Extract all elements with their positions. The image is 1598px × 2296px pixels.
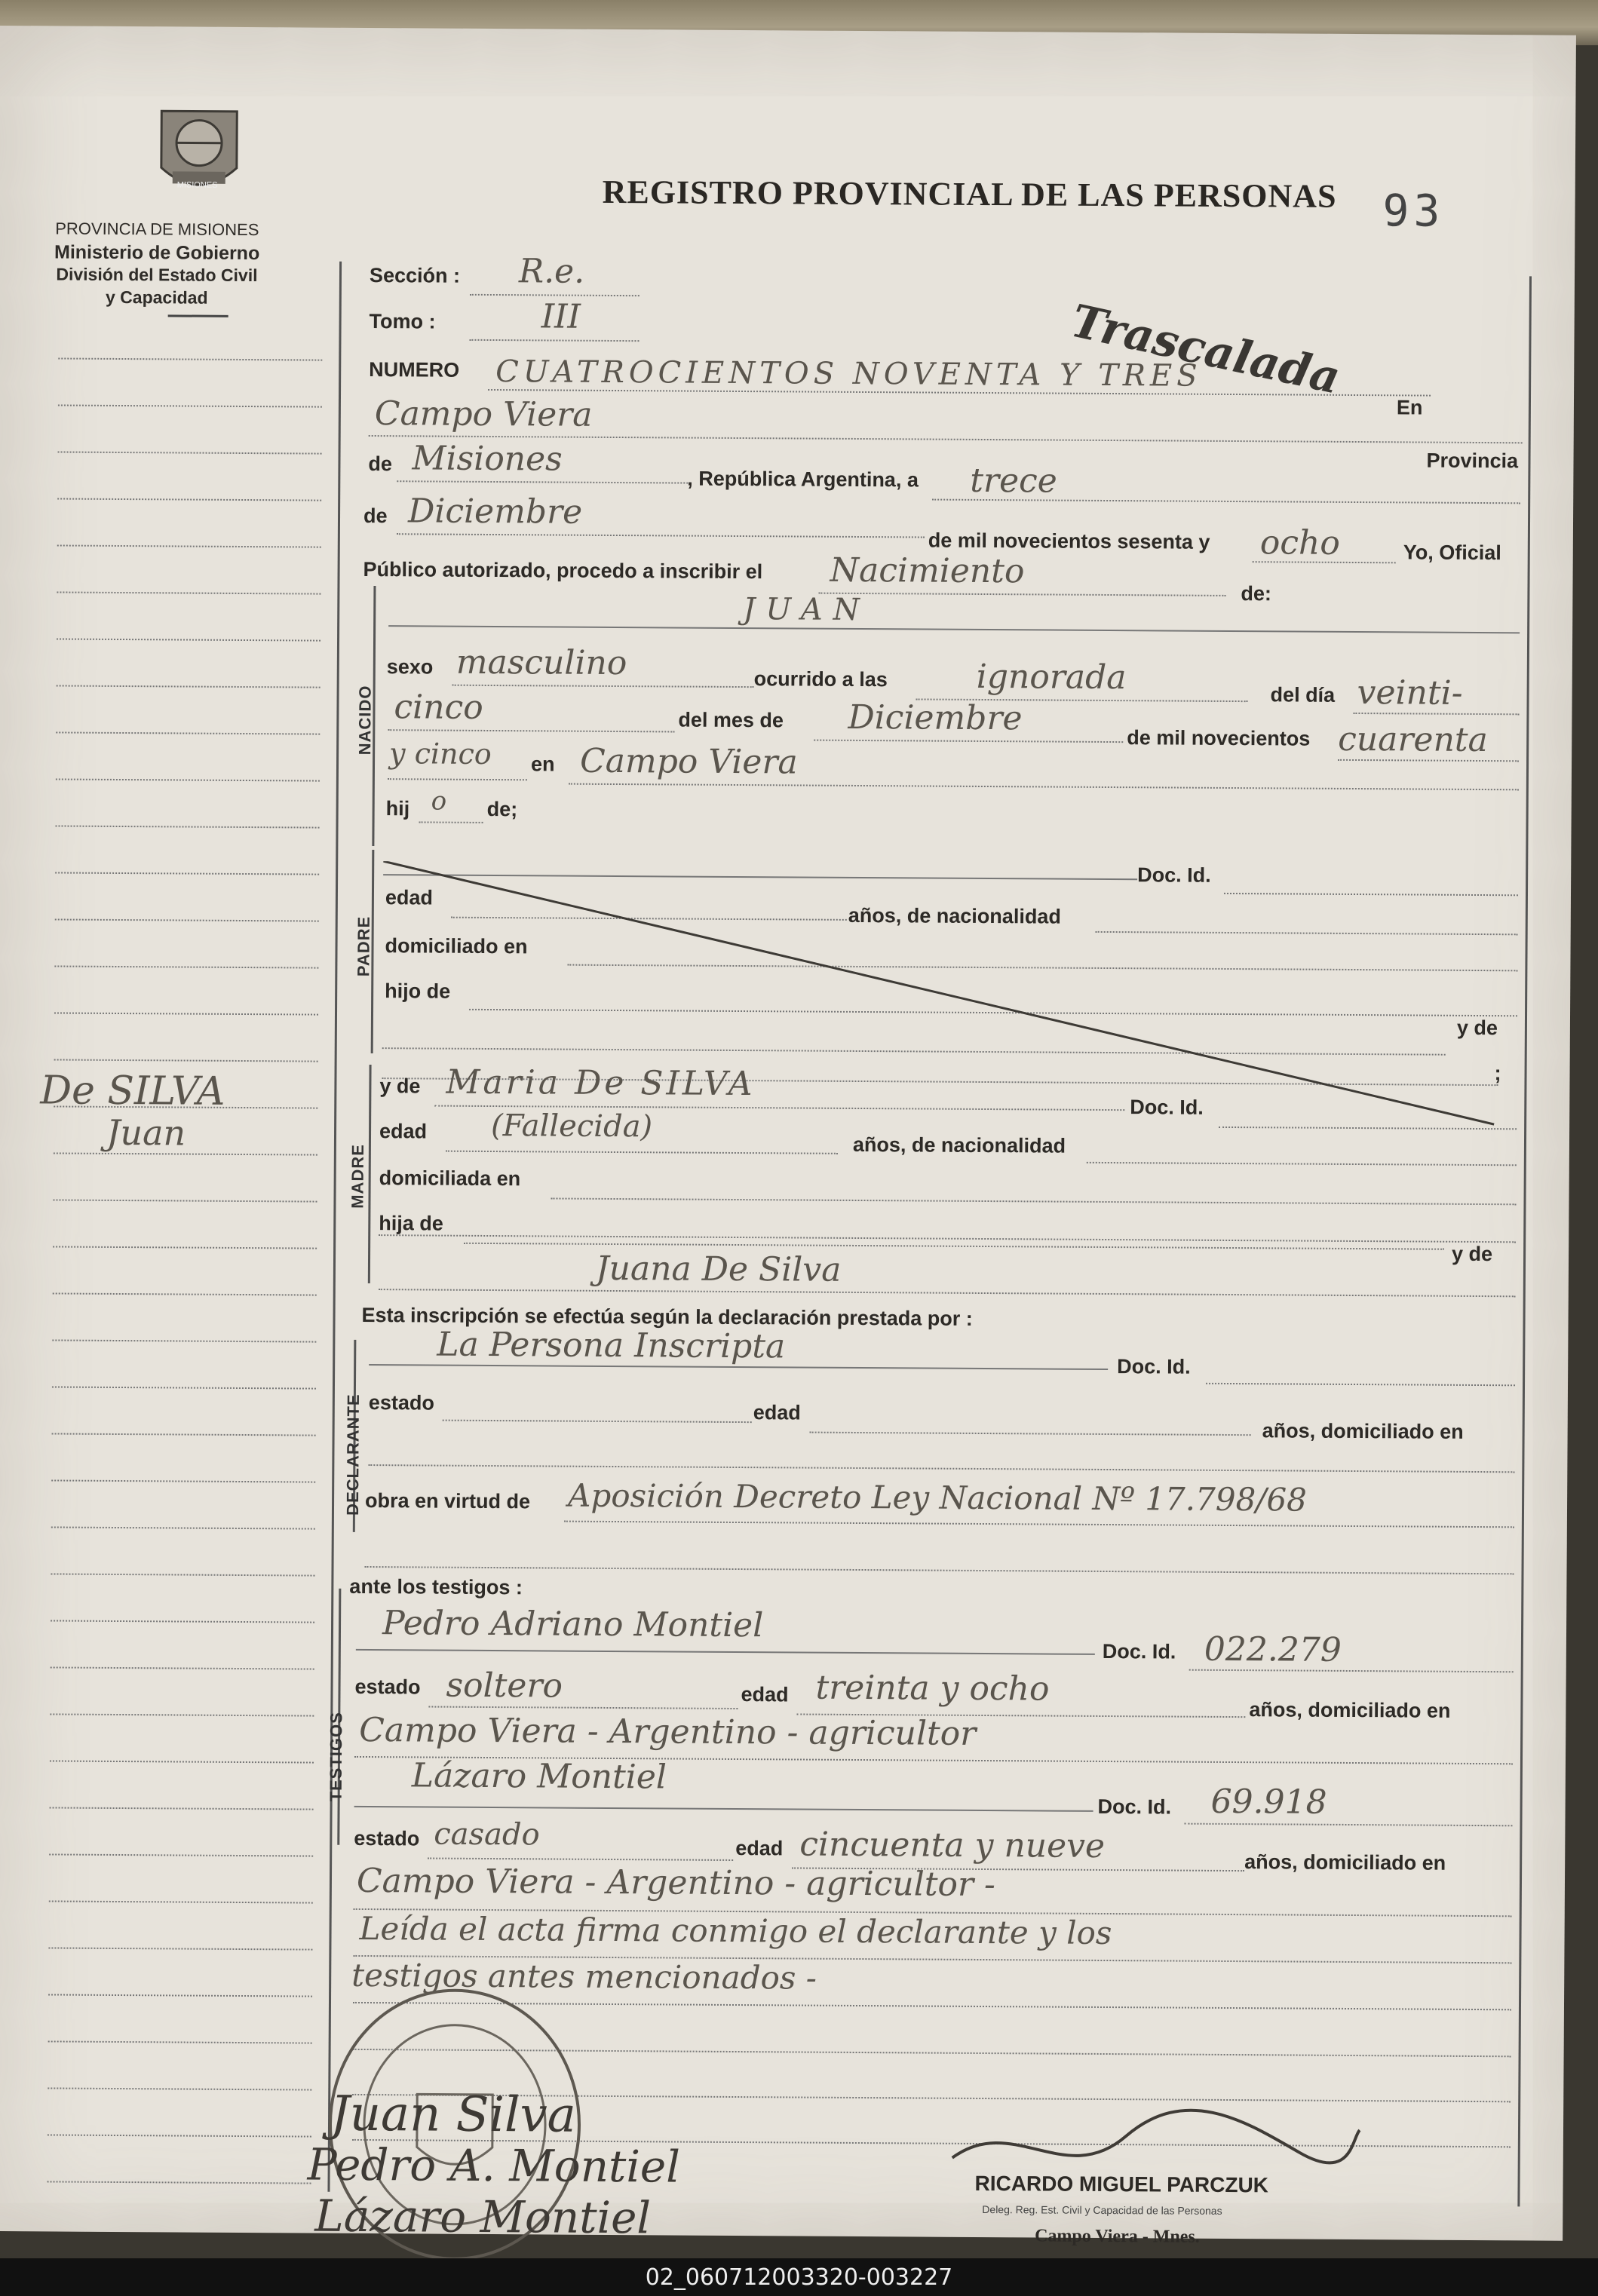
label-republica: , República Argentina, a <box>687 467 919 492</box>
label-estado-testigo2: estado <box>354 1826 420 1850</box>
line-seccion <box>470 294 640 296</box>
label-de-colon: de: <box>1241 582 1272 605</box>
line-dia-nac <box>1353 713 1519 715</box>
value-testigo1-doc: 022.279 <box>1204 1629 1342 1669</box>
label-provincia: Provincia <box>1426 449 1519 473</box>
margin-ruled-line <box>48 2181 311 2184</box>
value-sexo: masculino <box>455 642 627 683</box>
label-tomo: Tomo : <box>369 309 436 333</box>
margin-ruled-line <box>58 404 322 407</box>
line-nombre <box>388 625 1520 633</box>
label-edad-padre: edad <box>385 886 434 909</box>
section-bracket <box>368 1065 372 1283</box>
line-mes-nac <box>814 740 1123 743</box>
label-mil-nov: de mil novecientos <box>1127 726 1311 750</box>
label-anios-dom-declarante: años, domiciliado en <box>1262 1419 1464 1443</box>
label-de: de <box>368 452 393 476</box>
value-madre: Maria De SILVA <box>446 1062 756 1104</box>
margin-ruled-line <box>48 1994 312 1997</box>
line-hij <box>419 821 483 823</box>
line-estado-testigo2 <box>428 1858 733 1861</box>
margin-ruled-line <box>51 1620 314 1623</box>
margin-ruled-line <box>57 638 321 641</box>
value-dia: trece <box>970 461 1057 501</box>
value-testigo2-doc: 69.918 <box>1210 1782 1327 1822</box>
signature-testigo1: Pedro A. Montiel <box>307 2138 680 2193</box>
line-doc-testigo2 <box>1184 1823 1512 1827</box>
margin-ruled-line <box>50 1807 314 1810</box>
seal-label: MISIONES <box>176 180 218 190</box>
label-semicolon: ; <box>1494 1062 1501 1085</box>
line-edad-madre <box>446 1151 838 1154</box>
label-sexo: sexo <box>386 655 434 679</box>
margin-ruled-line <box>52 1386 316 1389</box>
label-yo-oficial: Yo, Oficial <box>1403 541 1501 565</box>
label-doc-declarante: Doc. Id. <box>1117 1355 1191 1378</box>
value-abuela: Juana De Silva <box>595 1249 842 1289</box>
diagonal-stamp-signature: Trascalada <box>1066 294 1345 405</box>
line-obra <box>564 1521 1514 1528</box>
label-anios-dom-testigo2: años, domiciliado en <box>1244 1850 1446 1875</box>
label-domiciliado-padre: domiciliado en <box>385 934 528 958</box>
label-hij: hij <box>385 797 410 820</box>
margin-ruled-line <box>52 1339 316 1342</box>
value-nota2: testigos antes mencionados - <box>351 1956 817 1997</box>
label-hija-de: hija de <box>379 1212 443 1235</box>
line-dom-madre2 <box>379 1234 1516 1243</box>
label-en: En <box>1396 396 1423 419</box>
label-anios-dom-testigo1: años, domiciliado en <box>1249 1698 1451 1722</box>
official-name: RICARDO MIGUEL PARCZUK <box>974 2171 1269 2197</box>
value-testigo1-estado: soltero <box>446 1666 563 1706</box>
line-anio-nac <box>1338 759 1519 762</box>
value-hora: ignorada <box>976 657 1127 697</box>
value-nota1: Leída el acta firma conmigo el declarante y los <box>359 1909 1112 1952</box>
label-anios-nac-padre: años, de nacionalidad <box>848 903 1061 928</box>
margin-ruled-line <box>49 1853 313 1856</box>
label-y-de-padre: y de <box>1456 1016 1498 1040</box>
value-madre-edad: (Fallecida) <box>490 1108 653 1145</box>
label-numero: NUMERO <box>369 357 460 382</box>
signature-testigo2: Lázaro Montiel <box>314 2190 652 2244</box>
label-doc-testigo1: Doc. Id. <box>1102 1639 1176 1663</box>
line-estado-declarante <box>443 1420 752 1424</box>
capacity-name: y Capacidad <box>105 287 208 308</box>
margin-ruled-line <box>52 1433 316 1436</box>
line-edad-declarante <box>810 1432 1251 1436</box>
margin-ruled-line <box>58 357 322 360</box>
value-testigo2-dom: Campo Viera - Argentino - agricultor - <box>356 1861 995 1905</box>
margin-ruled-line <box>51 1666 314 1669</box>
label-edad-testigo1: edad <box>741 1683 789 1706</box>
left-form-border <box>327 262 342 2192</box>
value-provincia: Misiones <box>412 439 563 479</box>
value-seccion: R.e. <box>518 252 585 291</box>
page-title: REGISTRO PROVINCIAL DE LAS PERSONAS <box>602 173 1337 215</box>
line-doc-declarante <box>1206 1383 1515 1387</box>
margin-ruled-line <box>51 1479 315 1482</box>
ministry-name: Ministerio de Gobierno <box>54 241 260 265</box>
division-name: División del Estado Civil <box>56 264 258 286</box>
label-del-dia: del día <box>1270 683 1336 707</box>
label-hijo-de: hijo de <box>385 979 451 1003</box>
line-doc-testigo1 <box>1189 1669 1514 1673</box>
header-underline <box>168 314 229 317</box>
value-testigo2: Lázaro Montiel <box>411 1756 667 1797</box>
value-numero: CUATROCIENTOS NOVENTA Y TRES <box>495 354 1202 394</box>
line-mes <box>397 533 925 538</box>
label-edad-testigo2: edad <box>735 1837 784 1860</box>
margin-ruled-line <box>56 731 320 734</box>
margin-ruled-line <box>53 1246 317 1249</box>
margin-ruled-line <box>54 1059 318 1062</box>
margin-ruled-line <box>57 591 321 594</box>
line-provincia <box>397 480 691 483</box>
margin-ruled-line <box>48 2040 312 2043</box>
margin-ruled-line <box>58 451 322 454</box>
archive-image-id: 02_060712003320-003227 <box>645 2264 953 2291</box>
value-testigo1-dom: Campo Viera - Argentino - agricultor <box>359 1710 977 1753</box>
line-nac-madre <box>1087 1162 1517 1166</box>
value-mes: Diciembre <box>407 492 583 532</box>
value-hij: o <box>431 786 447 817</box>
line-anio-nac2 <box>388 778 527 780</box>
side-label-madre: MADRE <box>348 1144 367 1209</box>
right-form-border <box>1517 276 1532 2206</box>
value-lugar: Campo Viera <box>374 394 593 434</box>
line-dom-declarante <box>368 1464 1514 1473</box>
label-de2: de <box>363 504 388 528</box>
margin-ruled-line <box>56 778 320 781</box>
value-testigo1-edad: treinta y ocho <box>815 1668 1050 1709</box>
margin-ruled-line <box>48 2134 311 2137</box>
line-acto <box>818 593 1225 596</box>
value-anio-nac2: y cinco <box>388 737 492 771</box>
margin-ruled-line <box>50 1760 314 1763</box>
side-label-padre: PADRE <box>354 915 373 977</box>
value-nombre: JUAN <box>743 592 870 628</box>
margin-ruled-line <box>55 872 319 875</box>
value-dia-nac: veinti- <box>1357 673 1463 713</box>
registry-page <box>0 26 1576 2247</box>
margin-ruled-line <box>50 1713 314 1716</box>
label-mil-sesenta: de mil novecientos sesenta y <box>928 529 1210 553</box>
province-name: PROVINCIA DE MISIONES <box>55 219 259 240</box>
margin-ruled-line <box>53 1199 317 1202</box>
line-tomo <box>469 339 639 342</box>
label-domiciliada: domiciliada en <box>379 1166 521 1191</box>
signature-declarante: Juan Silva <box>330 2086 576 2144</box>
label-publico: Público autorizado, procedo a inscribir el <box>363 557 763 584</box>
label-del-mes: del mes de <box>678 708 784 732</box>
margin-ruled-line <box>57 685 321 688</box>
margin-ruled-line <box>55 918 319 921</box>
value-testigo2-edad: cincuenta y nueve <box>799 1825 1106 1865</box>
line-obra2 <box>365 1566 1514 1574</box>
value-lugar-nac: Campo Viera <box>579 741 798 782</box>
value-acto: Nacimiento <box>830 550 1025 591</box>
label-doc-madre: Doc. Id. <box>1130 1096 1204 1119</box>
margin-ruled-line <box>53 1292 317 1295</box>
margin-ruled-line <box>48 1947 312 1950</box>
margin-ruled-line <box>57 498 321 501</box>
label-anios-nac-madre: años, de nacionalidad <box>852 1133 1066 1157</box>
label-estado-declarante: estado <box>368 1391 434 1415</box>
label-doc-testigo2: Doc. Id. <box>1097 1795 1172 1819</box>
margin-ruled-line <box>51 1526 315 1529</box>
margin-surname: De SILVA <box>40 1068 225 1114</box>
label-edad-declarante: edad <box>753 1401 801 1424</box>
line-testigo2 <box>354 1806 1093 1812</box>
line-sexo <box>452 685 754 688</box>
label-edad-madre: edad <box>379 1120 428 1143</box>
value-dia-nac2: cinco <box>394 688 483 727</box>
label-y-de-madre: y de <box>379 1074 421 1098</box>
official-place: Campo Viera - Mnes. <box>1035 2226 1200 2247</box>
side-label-testigos: TESTIGOS <box>326 1712 346 1802</box>
label-obra: obra en virtud de <box>364 1488 531 1513</box>
label-seccion: Sección : <box>369 263 461 287</box>
line-testigo1 <box>356 1649 1095 1655</box>
margin-ruled-line <box>54 965 318 968</box>
value-declarante: La Persona Inscripta <box>437 1325 786 1366</box>
label-de-semi: de; <box>486 797 518 821</box>
label-y-de-madre2: y de <box>1451 1242 1493 1266</box>
value-tomo: III <box>541 297 581 336</box>
side-label-declarante: DECLARANTE <box>342 1393 363 1516</box>
value-testigo1: Pedro Adriano Montiel <box>382 1604 764 1645</box>
margin-ruled-line <box>51 1573 314 1576</box>
label-ocurrido: ocurrido a las <box>753 667 888 691</box>
line-abuela <box>379 1289 1516 1297</box>
value-testigo2-estado: casado <box>434 1816 540 1853</box>
margin-given-name: Juan <box>106 1111 186 1154</box>
label-estado-testigo1: estado <box>354 1675 421 1699</box>
line-lugar-nac <box>569 783 1519 791</box>
label-doc-padre: Doc. Id. <box>1137 863 1211 887</box>
margin-ruled-line <box>54 1012 318 1015</box>
value-mes-nac: Diciembre <box>848 697 1023 738</box>
line-dia-nac2 <box>388 729 674 732</box>
margin-ruled-line <box>48 2087 311 2090</box>
value-obra: Aposición Decreto Ley Nacional Nº 17.798/68 <box>567 1476 1308 1519</box>
page-number: 93 <box>1382 185 1445 237</box>
label-inscripcion: Esta inscripción se efectúa según la declaración prestada por : <box>361 1303 973 1330</box>
side-label-nacido: NACIDO <box>355 685 375 756</box>
line-dom-madre <box>551 1197 1517 1205</box>
label-ante: ante los testigos : <box>349 1574 523 1599</box>
margin-ruled-line <box>56 825 320 828</box>
line-estado-testigo1 <box>428 1706 738 1710</box>
margin-ruled-line <box>49 1900 313 1903</box>
value-anio: ocho <box>1259 523 1340 563</box>
label-en2: en <box>530 753 555 776</box>
value-anio-nac: cuarenta <box>1338 719 1488 760</box>
margin-ruled-line <box>57 544 321 547</box>
official-title: Deleg. Reg. Est. Civil y Capacidad de las Personas <box>982 2203 1222 2217</box>
